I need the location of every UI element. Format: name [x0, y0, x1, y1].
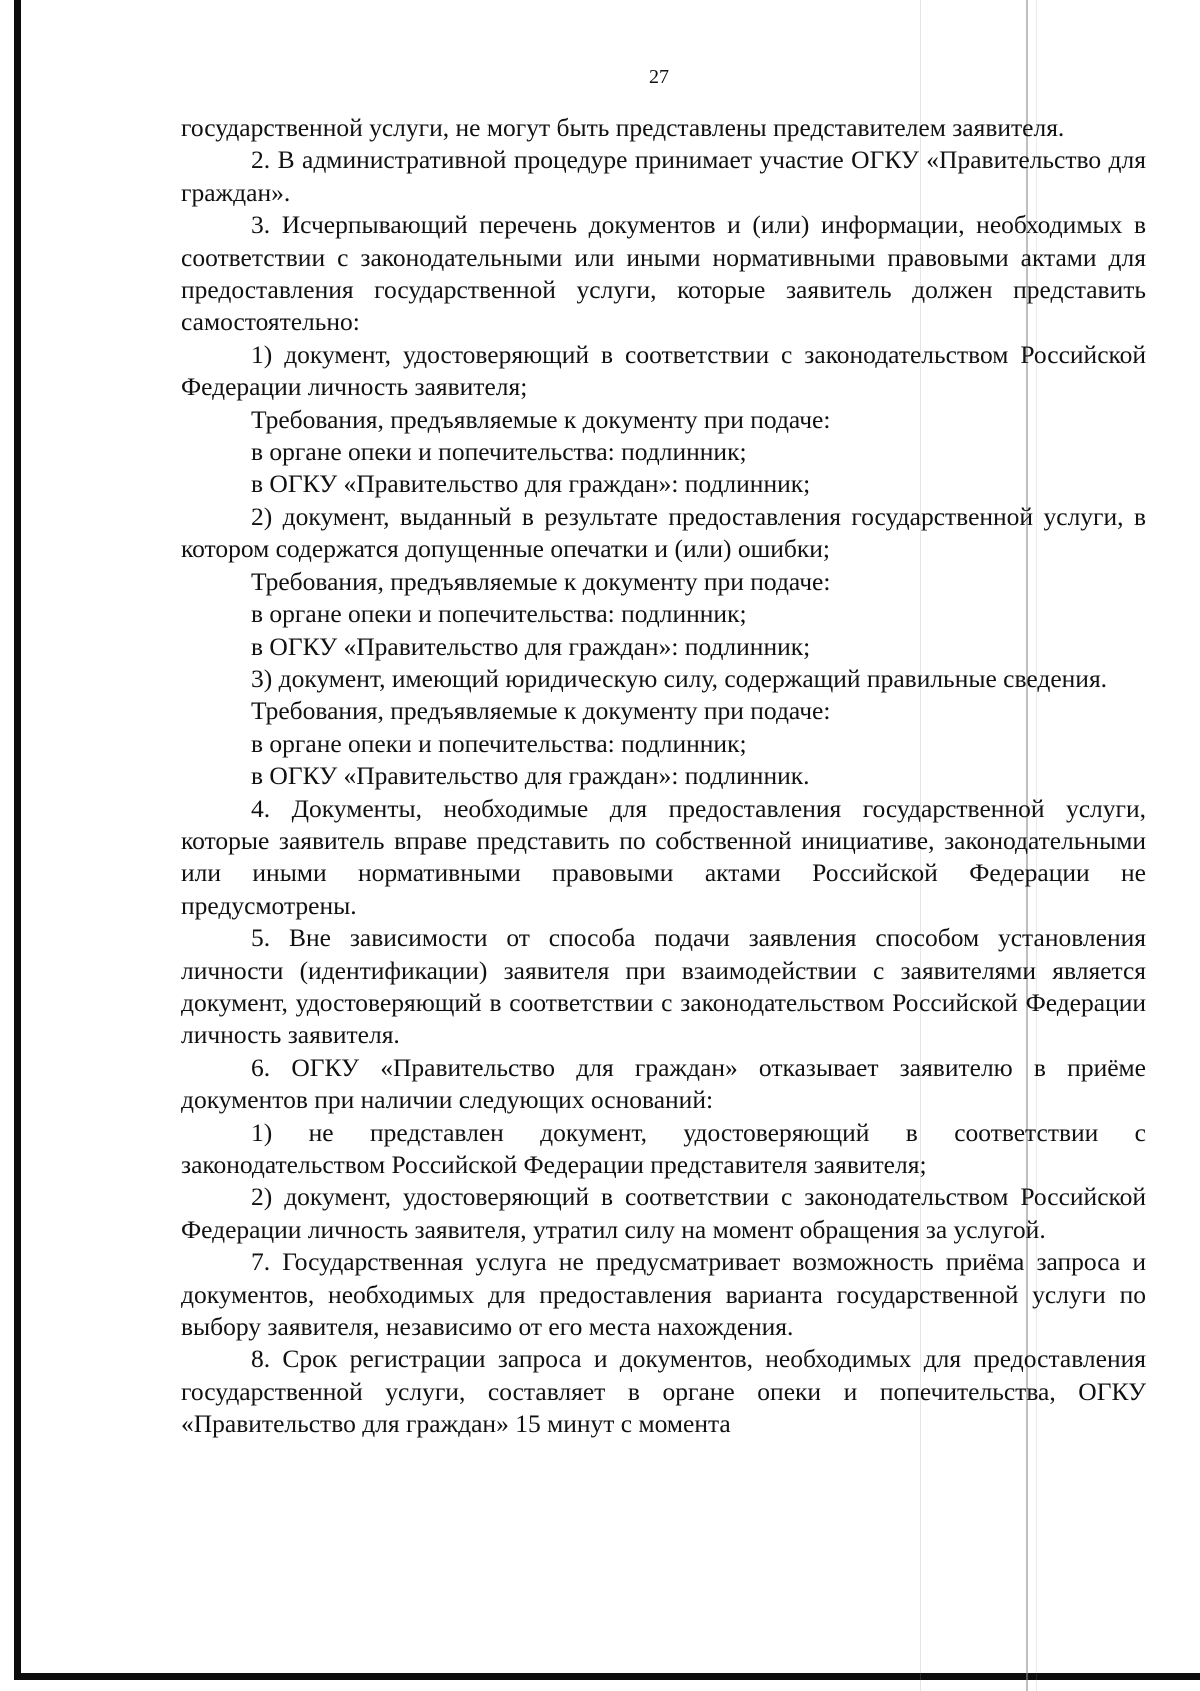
paragraph: 8. Срок регистрации запроса и документов, необходимых для предоставления государственной услуги, составляет в органе опеки и попечительства, ОГКУ «Правительство для граждан» 15 минут с момента	[181, 1344, 1146, 1439]
paragraph: 3. Исчерпывающий перечень документов и (или) информации, необходимых в соответствии с законодательными или иными нормативными правовыми актами для предоставления государственной услуги, которые заявитель должен представить самостоятельно:	[181, 210, 1146, 337]
paragraph: в ОГКУ «Правительство для граждан»: подлинник.	[251, 761, 810, 791]
paragraph: в органе опеки и попечительства: подлинник;	[251, 599, 747, 629]
paragraph: в органе опеки и попечительства: подлинник;	[251, 728, 747, 758]
page-number: 27	[649, 66, 669, 88]
list-item: 2) документ, удостоверяющий в соответствии с законодательством Российской Федерации личность заявителя, утратил силу на момент обращения за услугой.	[181, 1182, 1146, 1244]
list-item: 2) документ, выданный в результате предоставления государственной услуги, в котором содержатся допущенные опечатки и (или) ошибки;	[181, 501, 1146, 564]
document-body	[181, 112, 1146, 1441]
paragraph: 4. Документы, необходимые для предоставления государственной услуги, которые заявитель вправе представить по собственной инициативе, законодательными или иными нормативными правовыми актами Российской Федерации не предусмотрены.	[181, 793, 1146, 920]
paragraph: Требования, предъявляемые к документу при подаче:	[251, 404, 831, 434]
paragraph: государственной услуги, не могут быть представлены представителем заявителя.	[181, 113, 1065, 142]
paragraph: Требования, предъявляемые к документу при подаче:	[251, 696, 831, 726]
scan-border-left	[14, 0, 21, 1680]
paragraph: 2. В административной процедуре принимает участие ОГКУ «Правительство для граждан».	[181, 145, 1146, 207]
paragraph: 7. Государственная услуга не предусматривает возможность приёма запроса и документов, необходимых для предоставления варианта государственной услуги по выбору заявителя, независимо от его места нахождения.	[181, 1247, 1146, 1342]
paragraph: 5. Вне зависимости от способа подачи заявления способом установления личности (идентификации) заявителя при взаимодействии с заявителями является документ, удостоверяющий в соответствии с законодательством Российской Федерации личность заявителя.	[181, 923, 1146, 1050]
list-item: 1) документ, удостоверяющий в соответствии с законодательством Российской Федерации личность заявителя;	[181, 339, 1146, 402]
paragraph: в ОГКУ «Правительство для граждан»: подлинник;	[251, 469, 811, 499]
paragraph: Требования, предъявляемые к документу при подаче:	[251, 566, 831, 596]
paragraph: 6. ОГКУ «Правительство для граждан» отказывает заявителю в приёме документов при наличии следующих оснований:	[181, 1052, 1146, 1115]
list-item: 3) документ, имеющий юридическую силу, содержащий правильные сведения.	[251, 663, 1108, 693]
scan-border-bottom	[14, 1673, 1200, 1680]
paragraph: в ОГКУ «Правительство для граждан»: подлинник;	[251, 631, 811, 661]
paragraph: в органе опеки и попечительства: подлинник;	[251, 437, 747, 467]
list-item: 1) не представлен документ, удостоверяющий в соответствии с законодательством Российской Федерации представителя заявителя;	[181, 1117, 1146, 1179]
